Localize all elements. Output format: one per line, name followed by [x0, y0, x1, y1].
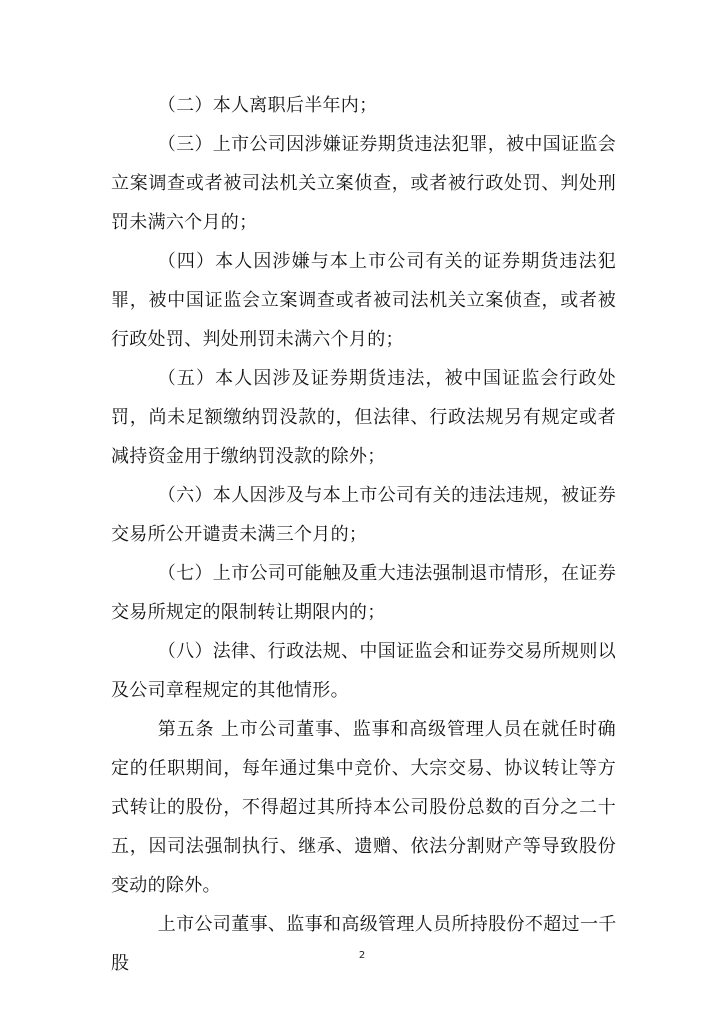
paragraph-item-7: （七）上市公司可能触及重大违法强制退市情形，在证券交易所规定的限制转让期限内的； [111, 563, 616, 623]
paragraph-item-8: （八）法律、行政法规、中国证监会和证券交易所规则以及公司章程规定的其他情形。 [111, 641, 616, 701]
article-5-paragraph: 第五条 上市公司董事、监事和高级管理人员在就任时确定的任职期间，每年通过集中竞价、大宗交易、协议转让等方式转让的股份，不得超过其所持本公司股份总数的百分之二十五，因司法强制执行、继承、遗赠、依法分割财产等导致股份变动的除外。 [111, 719, 616, 896]
document-body [111, 86, 616, 983]
paragraph-item-2: （二）本人离职后半年内； [157, 95, 378, 116]
page-number: 2 [358, 950, 366, 961]
paragraph-item-4: （四）本人因涉嫌与本上市公司有关的证券期货违法犯罪，被中国证监会立案调查或者被司法机关立案侦查，或者被行政处罚、判处刑罚未满六个月的； [111, 251, 616, 350]
paragraph-item-3: （三）上市公司因涉嫌证券期货违法犯罪，被中国证监会立案调查或者被司法机关立案侦查，或者被行政处罚、判处刑罚未满六个月的； [111, 134, 616, 233]
paragraph-item-6: （六）本人因涉及与本上市公司有关的违法违规，被证券交易所公开谴责未满三个月的； [111, 485, 616, 545]
article-5-continuation: 上市公司董事、监事和高级管理人员所持股份不超过一千股 [111, 914, 616, 974]
paragraph-item-5: （五）本人因涉及证券期货违法，被中国证监会行政处罚，尚未足额缴纳罚没款的，但法律、行政法规另有规定或者减持资金用于缴纳罚没款的除外； [111, 368, 616, 467]
